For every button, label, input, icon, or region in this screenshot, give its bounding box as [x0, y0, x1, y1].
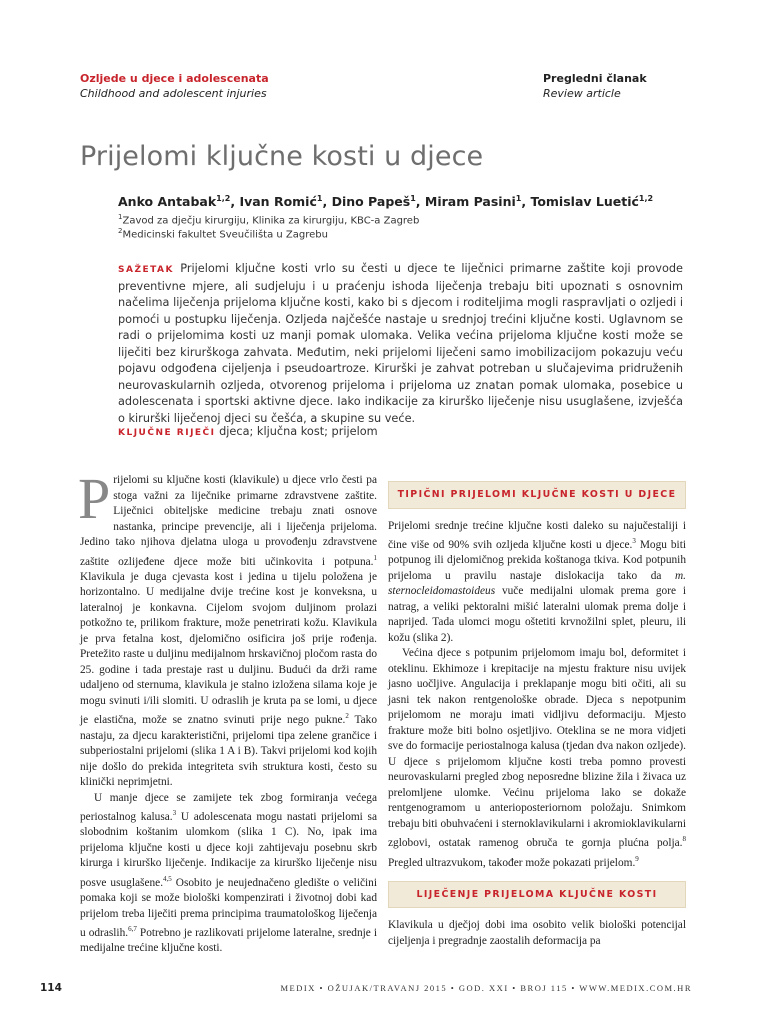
paragraph-text: Prijelomi srednje trećine ključne kosti daleko su najučestaliji i čine više od 90% svih ozljeda ključne kosti u djece.: [388, 519, 686, 551]
paragraph: Klavikula u dječjoj dobi ima osobito velik biološki potencijal cijeljenja i pregradnje zaostalih deformacija pa: [388, 919, 686, 947]
affiliation: [118, 213, 718, 226]
citation: 3: [172, 809, 177, 818]
muscle-term: m. sternocleidomastoideus: [388, 569, 686, 598]
paragraph-text: Klavikula je duga cjevasta kost i jedina u tijelu položena je horizontalno. U medijalne dvije trećine kost je konveksna, u lateralnoj je konkavna. Cijelom svojom duljinom prolazi potkožno te, prilikom frakture, može penetrirati kožu. Klavikula je prva fetalna kost, djelomično osificira još prije rođenja. Pretežito raste u duljinu medijalnom hrskavičnoj pločom rasta do 25. godine i tada prestaje rast u duljinu. Budući da drži rame udaljeno od sternuma, klavikula je stalno izložena silama koje je mogu svinuti i/ili slomiti. U odraslih je kruta pa se lomi, u djece je elastična, može se znatno svinuti prije nego pukne.: [80, 570, 377, 727]
paragraph-text: vuče medijalni ulomak prema gore i natrag, a veliki pektoralni mišić lateralni ulomak prema dolje i naprijed. Tada ulomci mogu oštetiti krvnožilni splet, pleuru, ili kožu (slika 2).: [388, 585, 686, 644]
citation: 4,5: [163, 874, 172, 883]
page-number: 114: [40, 982, 62, 994]
abstract-text: Prijelomi ključne kosti vrlo su česti u djece te liječnici primarne zaštite koji provode preventivne mjere, ali sudjeluju i u praćenju ishoda liječenja trebaju biti upoznati s osnovnim načelima liječenja prijeloma ključne kosti, kako bi s djecom i roditeljima mogli raspravljati o ozljedi i pomoći u postupku liječenja. Ozljeda najčešće nastaje u srednjoj trećini ključne kosti. Uglavnom se radi o prijelomima kosti uz manji pomak ulomaka. Velika većina prijeloma ključne kosti može se liječiti bez kirurškoga zahvata. Međutim, neki prijelomi liječeni samo imobilizacijom pokazuju veću pojavu odgođena cijeljenja i pseudoartroze. Kirurški je zahvat potreban u slučajevima pridruženih neurovaskularnih ozljeda, otvorenog prijeloma i prijeloma uz znatan pomak ulomaka, posebice u adolescenata i sportski aktivne djece. Iako indikacije za kirurško liječenje nisu usuglašene, izvješća o kirurški liječenoj djeci su češća, a skupine su veće.: [118, 262, 683, 425]
author-list: [118, 194, 738, 209]
abstract: [118, 261, 683, 427]
paragraph: [78, 466, 377, 791]
article-title: Prijelomi ključne kosti u djece: [80, 141, 484, 172]
paragraph: [80, 791, 377, 957]
abstract-label: SAŽETAK: [118, 265, 175, 275]
drop-cap: P: [78, 466, 111, 531]
paragraph-text: U manje djece se zamijete tek zbog formiranja većega periostalnog kalusa.: [80, 791, 377, 823]
paragraph-text: Tako nastaju, za djecu karakteristični, prijelomi tipa zelene grančice i subperiostalni prijelomi (slika 1 A i B). Takvi prijelomi kod kojih nije došlo do prekida integriteta svih struktura kosti, često su klinički neprimjetni.: [80, 714, 377, 789]
citation: 1: [373, 553, 377, 562]
article-type-en: Review article: [543, 87, 621, 100]
article-type: [543, 71, 743, 101]
section-title-hr: Ozljede u djece i adolescenata: [80, 72, 269, 85]
paragraph-text: rijelomi su ključne kosti (klavikule) u djece vrlo česti pa stoga važni za liječnike primarne zdravstvene zaštite. Liječnici obiteljske medicine trebaju znati osnove nastanka, principe prevencije, ali i liječenja prijeloma. Jedino tako njihova djelatna uloga u provođenju zdravstvene zaštite ozlijeđene djece može biti učinkovita i potpuna.: [80, 474, 377, 568]
author-affil-sup: 1: [515, 194, 522, 203]
affiliation-text: Medicinski fakultet Sveučilišta u Zagrebu: [122, 229, 328, 241]
keywords-text: djeca; ključna kost; prijelom: [219, 425, 378, 438]
body-column-right: [388, 473, 686, 949]
paragraph-text: Osobito je neujednačeno gledište o veličini pomaka koji se može biološki kompenzirati i životnoj dobi kad prijelom treba liječiti prema principima traumatološkog liječenja u odraslih.: [80, 876, 377, 939]
citation: 6,7: [128, 925, 137, 934]
author-separator: ,: [230, 194, 240, 210]
section-heading-treatment: LIJEČENJE PRIJELOMA KLJUČNE KOSTI: [388, 881, 686, 909]
author-affil-sup: 1: [316, 194, 323, 203]
affiliation: [118, 227, 718, 240]
author: Ivan Romić: [239, 194, 317, 210]
author-affil-sup: 1: [410, 194, 416, 203]
citation: 9: [635, 854, 639, 863]
keywords: [118, 425, 683, 438]
body-column-left: [78, 466, 377, 957]
article-type-hr: Pregledni članak: [543, 72, 647, 85]
section-heading-typical-fractures: TIPIČNI PRIJELOMI KLJUČNE KOSTI U DJECE: [388, 481, 686, 509]
paragraph-text: Većina djece s potpunim prijelomom imaju bol, deformitet i oteklinu. Ekhimoze i krepitacije na mjestu frakture nisu uvijek jasno uočljive. Angulacija i preklapanje mogu biti očiti, ali su jasni tek nakon rentgenološke obrade. Djeca s nepotpunim prijelomom ne moraju imati vidljivu deformaciju. Mjesto frakture može biti bolno osjetljivo. Oteklina se ne mora vidjeti sve do formacije periostalnoga kalusa (tjedan dva nakon ozljede). U djece s prijelomom ključne kosti treba pomno provesti neurovaskularni pregled zbog neposredne blizine žila i živaca uz prelomljene ulomke. Većinu prijeloma lako se dokaže rentgenogramom u anterioposteriornom položaju. Snimkom trebaju biti obuhvaćeni i sternoklavikularni i akromioklavikularni zglobovi, ostatak ramenog obruča te gornja plućna polja.: [388, 647, 686, 850]
affiliation-sup: 2: [118, 227, 123, 235]
paragraph: [388, 646, 686, 871]
section-title-en: Childhood and adolescent injuries: [80, 87, 267, 100]
author-separator: ,: [415, 194, 425, 210]
citation: 8: [682, 835, 686, 844]
author: Tomislav Luetić: [530, 194, 639, 210]
author-separator: ,: [521, 194, 531, 210]
author-affil-sup: 1,2: [638, 194, 654, 203]
author: Dino Papeš: [331, 194, 411, 210]
keywords-label: KLJUČNE RIJEČI: [118, 428, 216, 438]
journal-footer: MEDIX • OŽUJAK/TRAVANJ 2015 • GOD. XXI • BROJ 115 • WWW.MEDIX.COM.HR: [280, 983, 692, 993]
journal-section: [80, 71, 380, 101]
paragraph-text: Potrebno je razlikovati prijelome lateralne, srednje i medijalne trećine ključne kosti.: [80, 926, 377, 955]
affiliation-sup: 1: [118, 213, 123, 221]
citation: 2: [345, 712, 349, 721]
paragraph-text: Mogu biti potpunog ili djelomičnog prekida koštanoga tkiva. Kod potpunih prijeloma u pravilu nastaje dislokacija tako da: [388, 538, 686, 582]
citation: 3: [632, 537, 636, 545]
author-separator: ,: [322, 194, 332, 210]
paragraph-text: Pregled ultrazvukom, također može pokazati prijelom.: [388, 856, 636, 869]
author: Anko Antabak: [118, 194, 217, 210]
affiliation-text: Zavod za dječju kirurgiju, Klinika za kirurgiju, KBC-a Zagreb: [122, 215, 420, 227]
author: Miram Pasini: [424, 194, 516, 210]
paragraph: [388, 519, 686, 647]
author-affil-sup: 1,2: [216, 194, 231, 203]
paragraph-text: U adolescenata mogu nastati prijelomi sa slobodnim koštanim ulomkom (slika 1 C). No, ipak ima prijeloma ključne kosti u djece koji zahtijevaju posebnu skrb kirurga i kirurško liječenje. Indikacije za kirurško liječenje nisu posve usuglašene.: [80, 810, 377, 889]
